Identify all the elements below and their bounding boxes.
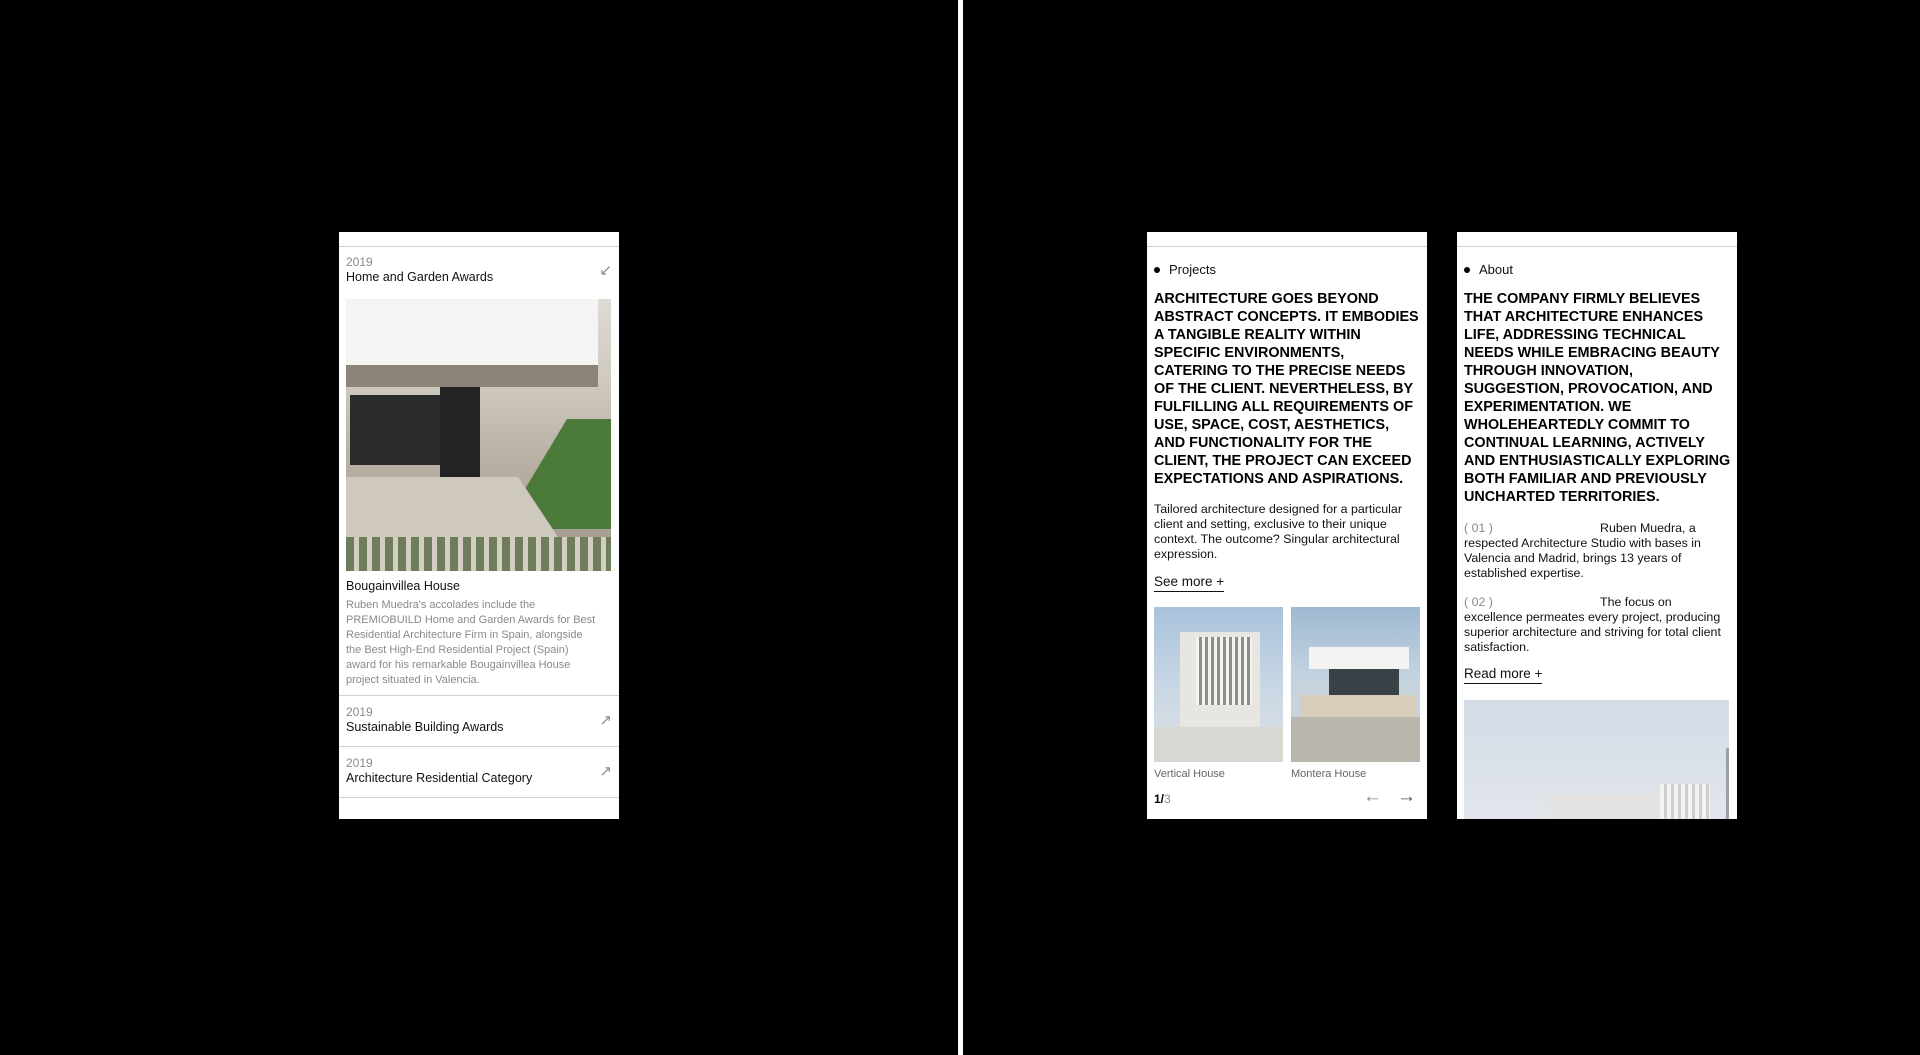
award-item-sustainable[interactable]	[346, 705, 612, 735]
arrow-right-icon[interactable]: →	[1397, 786, 1416, 807]
award-name: Home and Garden Awards	[346, 270, 494, 284]
see-more-link[interactable]: See more +	[1154, 574, 1224, 592]
award-year: 2019	[346, 705, 373, 719]
section-label: About	[1479, 262, 1513, 277]
project-card-vertical-house[interactable]	[1154, 607, 1283, 780]
studio-building-photo	[1464, 700, 1729, 819]
item-number: ( 02 )	[1464, 595, 1493, 609]
award-name: Architecture Residential Category	[346, 771, 533, 785]
section-label: Projects	[1169, 262, 1216, 277]
top-border	[1457, 246, 1737, 247]
projects-body: Tailored architecture designed for a particular client and setting, exclusive to their unique context. The outcome? Singular architectural expression.	[1154, 502, 1402, 561]
arrow-up-right-icon[interactable]: ↗	[599, 763, 612, 780]
read-more-link[interactable]: Read more +	[1464, 666, 1542, 684]
bullet-dot-icon	[1154, 267, 1160, 273]
carousel-pager	[1154, 792, 1171, 806]
pager-current: 1/	[1154, 792, 1165, 806]
project-description: Ruben Muedra's accolades include the PREMIOBUILD Home and Garden Awards for Best Residential Architecture Firm in Spain, alongside the Best High-End Residential Project (Spain) award for his remarkable Bougainvillea House project situated in Valencia.	[346, 599, 596, 686]
projects-headline: ARCHITECTURE GOES BEYOND ABSTRACT CONCEPTS. IT EMBODIES A TANGIBLE REALITY WITHIN SPECIFIC ENVIRONMENTS, CATERING TO THE PRECISE NEEDS OF THE CLIENT. NEVERTHELESS, BY FULFILLING ALL REQUIREMENTS OF USE, SPACE, COST, AESTHETICS, AND FUNCTIONALITY FOR THE CLIENT, THE PROJECT CAN EXCEED EXPECTATIONS AND ASPIRATIONS.	[1154, 291, 1419, 487]
project-title: Bougainvillea House	[346, 579, 460, 593]
vertical-house-photo	[1154, 607, 1283, 762]
award-year: 2019	[346, 756, 373, 770]
award-item-home-garden[interactable]	[346, 255, 612, 285]
pager-total: 3	[1164, 792, 1171, 806]
arrow-down-left-icon[interactable]: ↙	[599, 262, 612, 279]
award-divider	[339, 746, 619, 747]
card-caption: Montera House	[1291, 768, 1367, 780]
card-caption: Vertical House	[1154, 768, 1225, 780]
award-year: 2019	[346, 255, 373, 269]
awards-screen	[339, 232, 619, 819]
item-number: ( 01 )	[1464, 521, 1493, 535]
section-header	[1464, 262, 1513, 277]
about-headline: THE COMPANY FIRMLY BELIEVES THAT ARCHITECTURE ENHANCES LIFE, ADDRESSING TECHNICAL NEEDS WHILE EMBRACING BEAUTY THROUGH INNOVATION, SUGGESTION, PROVOCATION, AND EXPERIMENTATION. WE WHOLEHEARTEDLY COMMIT TO CONTINUAL LEARNING, ACTIVELY AND ENTHUSIASTICALLY EXPLORING BOTH FAMILIAR AND PREVIOUSLY UNCHARTED TERRITORIES.	[1464, 291, 1731, 505]
about-item-01	[1464, 521, 1726, 581]
arrow-left-icon[interactable]: ←	[1363, 786, 1382, 807]
about-screen	[1457, 232, 1737, 819]
award-divider	[339, 797, 619, 798]
award-divider	[339, 695, 619, 696]
item-text: The focus on excellence permeates every project, producing superior architecture and striving for total client satisfaction.	[1464, 595, 1721, 654]
bougainvillea-house-photo	[346, 299, 611, 571]
arrow-up-right-icon[interactable]: ↗	[599, 712, 612, 729]
bullet-dot-icon	[1464, 267, 1470, 273]
section-header	[1154, 262, 1216, 277]
montera-house-photo	[1291, 607, 1420, 762]
projects-screen	[1147, 232, 1427, 819]
screen-divider	[958, 0, 963, 1055]
award-item-residential[interactable]	[346, 756, 612, 786]
award-name: Sustainable Building Awards	[346, 720, 504, 734]
about-item-02	[1464, 595, 1726, 655]
top-border	[1147, 246, 1427, 247]
item-text: Ruben Muedra, a respected Architecture Studio with bases in Valencia and Madrid, brings 13 years of established expertise.	[1464, 521, 1701, 580]
top-border	[339, 246, 619, 247]
project-card-montera-house[interactable]	[1291, 607, 1420, 780]
